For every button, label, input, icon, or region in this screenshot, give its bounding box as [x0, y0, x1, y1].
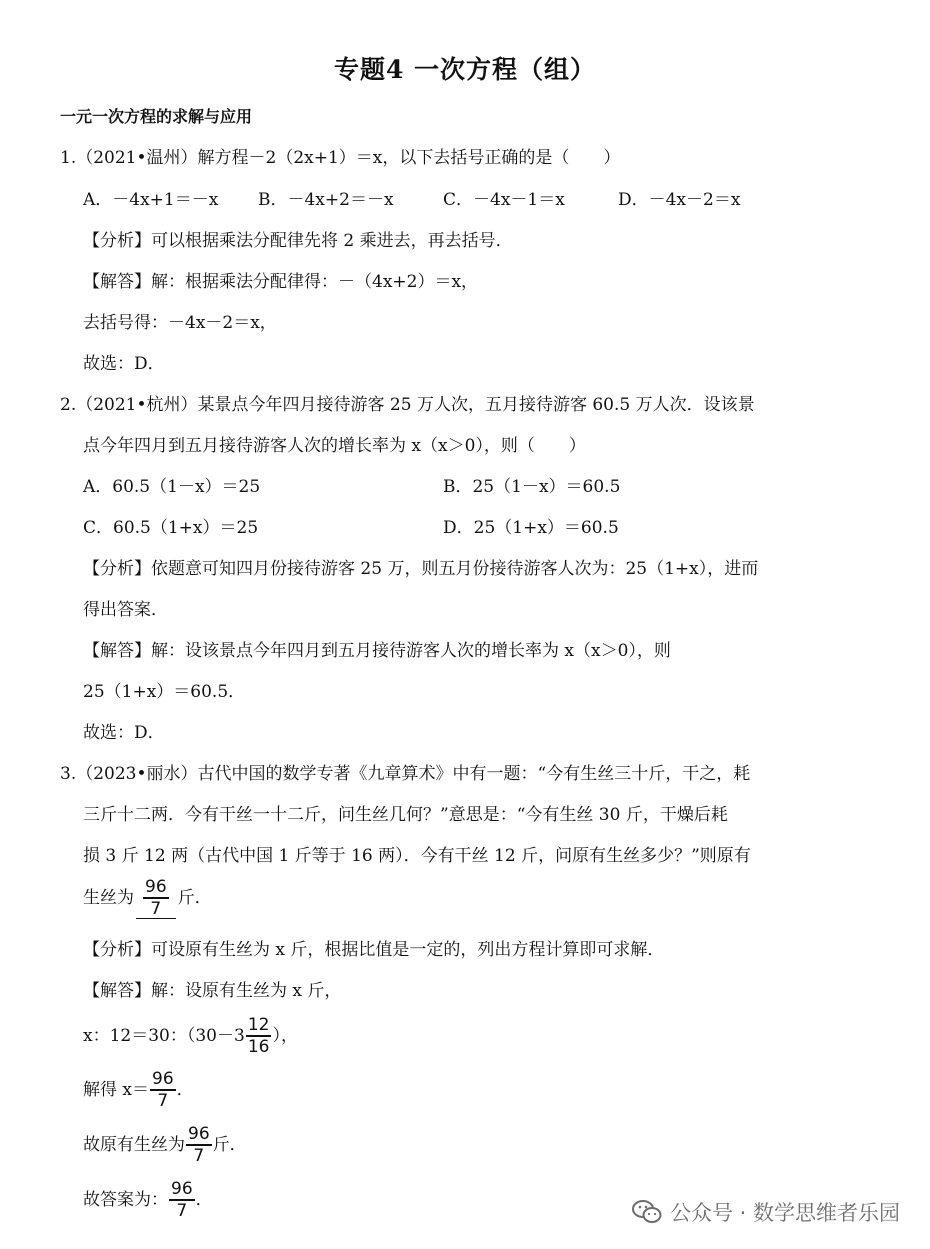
q3-stem-line4 [83, 878, 212, 919]
fraction-denominator: 16 [247, 1036, 270, 1057]
section-heading: 一元一次方程的求解与应用 [60, 107, 253, 126]
q1-stem: 1.（2021•温州）解方程－2（2x+1）＝x，以下去括号正确的是（ ） [60, 148, 621, 168]
page-title: 专题4 一次方程（组） [333, 55, 597, 84]
q1-option-a: A．－4x+1＝－x [83, 190, 219, 210]
q2-analysis-line2: 得出答案． [83, 600, 168, 620]
wechat-icon [632, 1199, 662, 1225]
q3-solve-fraction [150, 1070, 176, 1110]
q3-stem-line3: 损 3 斤 12 两（古代中国 1 斤等于 16 两）．今有干丝 12 斤，问原有生丝多少？”则原有 [83, 846, 751, 866]
q2-answer-line1: 【解答】解：设该景点今年四月到五月接待游客人次的增长率为 x（x＞0），则 [83, 641, 671, 661]
q2-choice: 故选：D． [83, 723, 165, 743]
fraction-numerator: 12 [247, 1015, 270, 1035]
q3-final-suffix: ． [195, 1189, 213, 1210]
q2-stem-line1: 2.（2021•杭州）某景点今年四月接待游客 25 万人次，五月接待游客 60.5 万人次．设该景 [60, 395, 755, 415]
fraction-denominator: 7 [157, 1090, 169, 1111]
watermark-text: 公众号 · 数学思维者乐园 [669, 1201, 900, 1225]
q3-stem-suffix: 斤． [177, 888, 212, 909]
q1-option-b: B．－4x+2＝－x [258, 190, 394, 210]
q1-option-c: C．－4x－1＝x [443, 190, 565, 210]
q3-raw-silk [83, 1125, 247, 1165]
q3-raw-fraction [186, 1125, 212, 1165]
q2-stem-line2: 点今年四月到五月接待游客人次的增长率为 x（x＞0），则（ ） [83, 436, 586, 456]
q3-raw-suffix: 斤． [212, 1134, 247, 1155]
q3-equation-fraction [246, 1016, 272, 1056]
q3-solve-suffix: ． [176, 1079, 194, 1100]
q3-final-prefix: 故答案为： [83, 1189, 168, 1210]
q3-solve-prefix: 解得 x＝ [83, 1079, 149, 1100]
q2-option-a: A．60.5（1－x）＝25 [83, 477, 261, 497]
q1-answer-line1: 【解答】解：根据乘法分配律得：－（4x+2）＝x， [83, 272, 479, 292]
q3-solve [83, 1070, 194, 1110]
q1-answer-line2: 去括号得：－4x－2＝x， [83, 313, 277, 333]
q1-choice: 故选：D． [83, 354, 165, 374]
fraction-denominator: 7 [150, 898, 162, 919]
fraction-denominator: 7 [176, 1200, 188, 1221]
q3-stem-line1: 3.（2023•丽水）古代中国的数学专著《九章算术》中有一题：“今有生丝三十斤，干之，耗 [60, 764, 751, 784]
q3-answer-blank [136, 878, 176, 919]
q2-answer-line2: 25（1+x）＝60.5． [83, 682, 246, 702]
q3-equation-prefix: x：12＝30：（30－3 [83, 1025, 245, 1046]
q3-blank-fraction [143, 878, 169, 918]
q3-equation-suffix: ）， [272, 1025, 298, 1046]
q3-analysis: 【分析】可设原有生丝为 x 斤，根据比值是一定的，列出方程计算即可求解． [83, 940, 665, 960]
q2-analysis-line1: 【分析】依题意可知四月份接待游客 25 万，则五月份接待游客人次为：25（1+x），进而 [83, 559, 759, 579]
q1-option-d: D．－4x－2＝x [618, 190, 741, 210]
q3-answer-line1: 【解答】解：设原有生丝为 x 斤， [83, 981, 342, 1001]
fraction-numerator: 96 [188, 1124, 210, 1144]
fraction-denominator: 7 [193, 1145, 205, 1166]
q2-option-d: D．25（1+x）＝60.5 [443, 518, 619, 538]
fraction-numerator: 96 [145, 877, 167, 897]
q3-final-answer [83, 1180, 213, 1220]
q3-stem-prefix: 生丝为 [83, 888, 134, 909]
q3-raw-prefix: 故原有生丝为 [83, 1134, 185, 1155]
watermark [632, 1197, 900, 1227]
q3-equation [83, 1016, 298, 1056]
q2-option-c: C．60.5（1+x）＝25 [83, 518, 259, 538]
q3-final-fraction [169, 1180, 195, 1220]
q3-stem-line2: 三斤十二两．今有干丝一十二斤，问生丝几何？”意思是：“今有生丝 30 斤，干燥后耗 [83, 805, 728, 825]
fraction-numerator: 96 [171, 1179, 193, 1199]
q1-analysis: 【分析】可以根据乘法分配律先将 2 乘进去，再去括号． [83, 231, 513, 251]
q2-option-b: B．25（1－x）＝60.5 [443, 477, 621, 497]
fraction-numerator: 96 [152, 1069, 174, 1089]
